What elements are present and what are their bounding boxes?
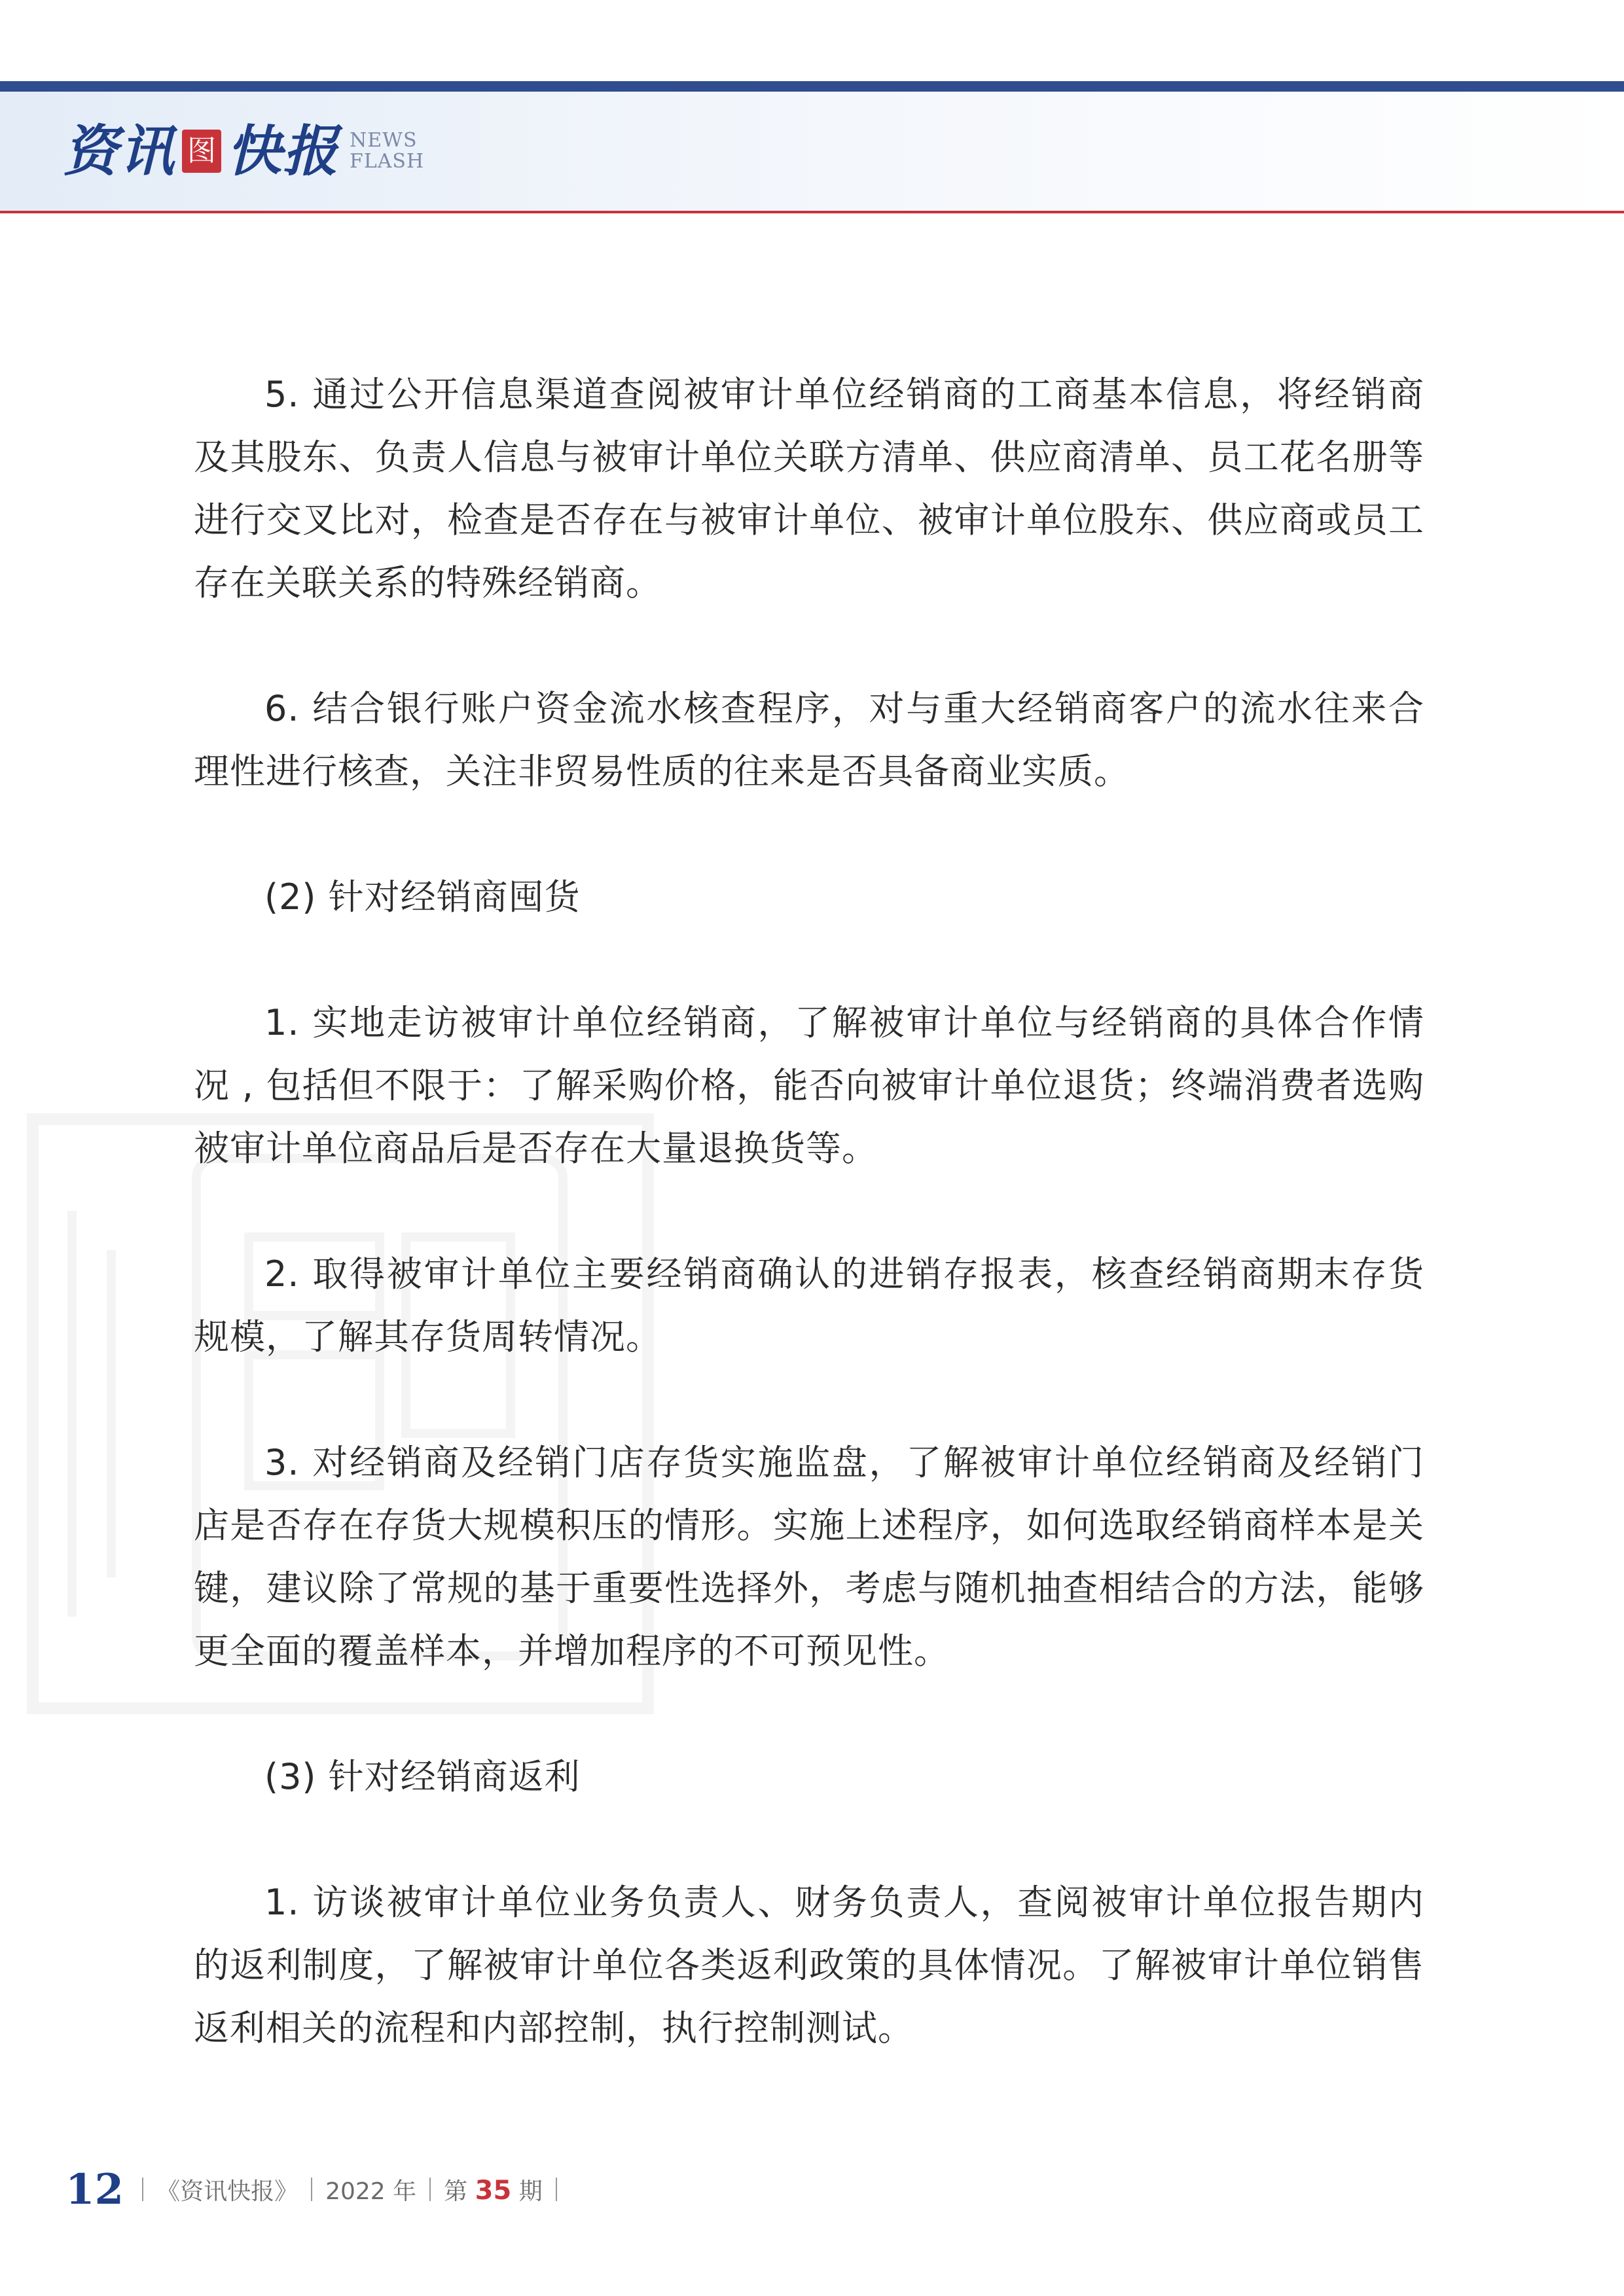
section-heading-rebates: (3) 针对经销商返利 — [264, 1756, 581, 1797]
paragraph-stockpiling-3: 3. 对经销商及经销门店存货实施监盘，了解被审计单位经销商及经销门店是否存在存货大规模积压的情形。实施上述程序，如何选取经销商样本是关键，建议除了常规的基于重要性选择外，考虑与随机抽查相结合的方法，能够更全面的覆盖样本，并增加程序的不可预见性。 — [194, 1442, 1424, 1672]
page-footer — [65, 2160, 557, 2219]
section-heading-stockpiling: (2) 针对经销商囤货 — [264, 876, 581, 918]
issue-label — [444, 2173, 543, 2206]
logo-seal-icon: 图 — [182, 130, 221, 173]
paragraph-stockpiling-1: 1. 实地走访被审计单位经销商，了解被审计单位与经销商的具体合作情况 , 包括但不限于：了解采购价格，能否向被审计单位退货；终端消费者选购被审计单位商品后是否存在大量退换货等。 — [194, 1002, 1424, 1169]
page-number: 12 — [65, 2164, 124, 2214]
publication-year: 2022 年 — [325, 2178, 417, 2205]
footer-separator — [142, 2178, 143, 2201]
masthead-logo — [63, 115, 424, 187]
header-divider — [0, 211, 1624, 213]
logo-text-right: 快报 — [226, 118, 340, 183]
logo-english-line1: NEWS — [350, 129, 418, 152]
publication-name: 《资讯快报》 — [156, 2178, 298, 2205]
article-body — [194, 363, 1424, 2123]
issue-prefix: 第 — [444, 2178, 468, 2205]
footer-separator — [556, 2178, 557, 2201]
footer-separator — [311, 2178, 312, 2201]
paragraph-item-5: 5. 通过公开信息渠道查阅被审计单位经销商的工商基本信息，将经销商及其股东、负责人信息与被审计单位关联方清单、供应商清单、员工花名册等进行交叉比对，检查是否存在与被审计单位、被审计单位股东、供应商或员工存在关联关系的特殊经销商。 — [194, 374, 1424, 603]
paragraph-stockpiling-2: 2. 取得被审计单位主要经销商确认的进销存报表，核查经销商期末存货规模，了解其存货周转情况。 — [194, 1253, 1424, 1357]
footer-separator — [429, 2178, 431, 2201]
header-top-bar — [0, 81, 1624, 92]
paragraph-rebates-1: 1. 访谈被审计单位业务负责人、财务负责人，查阅被审计单位报告期内的返利制度，了解被审计单位各类返利政策的具体情况。了解被审计单位销售返利相关的流程和内部控制，执行控制测试。 — [194, 1882, 1424, 2049]
logo-english-line2: FLASH — [350, 150, 425, 173]
logo-english — [350, 130, 424, 172]
issue-number: 35 — [475, 2175, 512, 2206]
logo-text-left: 资讯 — [63, 118, 176, 183]
issue-suffix: 期 — [518, 2178, 543, 2205]
paragraph-item-6: 6. 结合银行账户资金流水核查程序，对与重大经销商客户的流水往来合理性进行核查，关注非贸易性质的往来是否具备商业实质。 — [194, 688, 1424, 792]
